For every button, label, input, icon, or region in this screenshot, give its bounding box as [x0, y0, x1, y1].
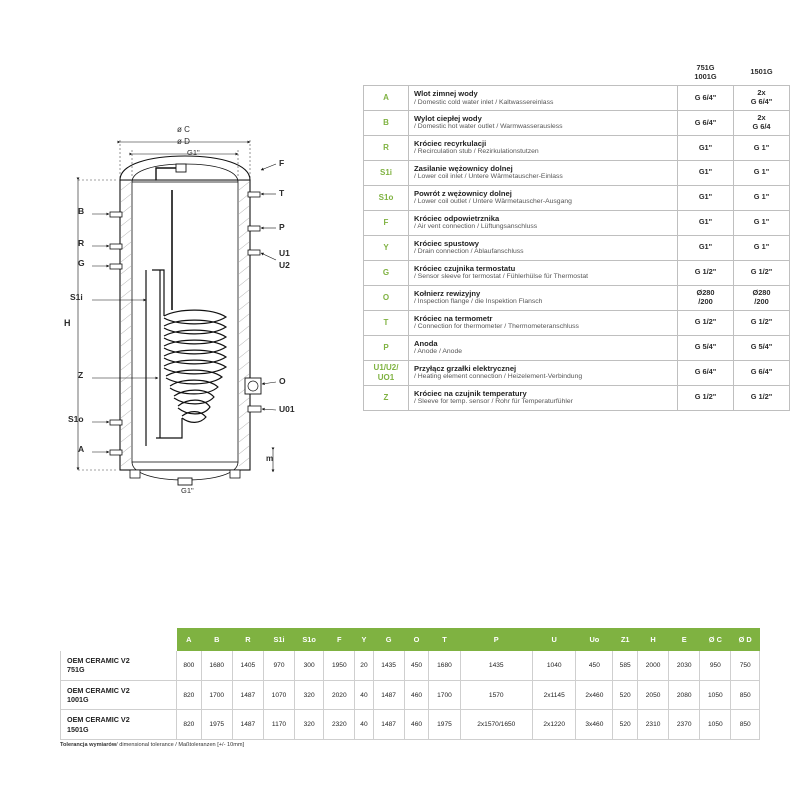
legend-desc-sub: / Domestic hot water outlet / Warmwasserausless [414, 123, 563, 131]
spec-cell-G: 1487 [373, 710, 404, 740]
legend-row [364, 360, 790, 385]
legend-value-col1-a: Ø280 [696, 287, 715, 297]
legend-value-col2-b: /200 [754, 296, 769, 306]
port-label-UO1: U01 [279, 404, 295, 414]
spec-header-S1i: S1i [263, 629, 294, 651]
legend-header-row [364, 62, 790, 86]
legend-symbol: B [364, 111, 409, 136]
tank-technical-drawing [60, 120, 360, 520]
spec-cell-O: 460 [404, 710, 429, 740]
legend-desc-pl: Przyłącz grzałki elektrycznej [414, 363, 517, 373]
legend-header-blank-desc [409, 62, 678, 86]
port-label-O: O [279, 376, 286, 386]
spec-header-OD: Ø D [731, 629, 760, 651]
spec-cell-S1o: 320 [295, 710, 324, 740]
legend-symbol: S1i [364, 160, 409, 185]
port-label-S1i: S1i [70, 292, 83, 302]
spec-header-OC: Ø C [700, 629, 731, 651]
spec-cell-Uo: 3x460 [576, 710, 613, 740]
legend-value-col2-a: 2x [757, 113, 766, 123]
spec-cell-Y: 20 [355, 651, 373, 681]
legend-row [364, 86, 790, 111]
legend-description [409, 210, 678, 235]
spec-cell-R: 1487 [232, 710, 263, 740]
legend-symbol: Y [364, 235, 409, 260]
legend-symbol [364, 360, 409, 385]
legend-value-col1: G 1/2" [678, 260, 734, 285]
spec-cell-B: 1680 [201, 651, 232, 681]
dim-label-E: m [266, 454, 274, 463]
spec-cell-G: 1435 [373, 651, 404, 681]
legend-description [409, 360, 678, 385]
spec-cell-OC: 1050 [700, 710, 731, 740]
legend-desc-pl: Zasilanie wężownicy dolnej [414, 163, 513, 173]
legend-desc-sub: / Lower coil inlet / Untere Wärmetauscher-Einlass [414, 173, 563, 181]
legend-desc-pl: Wylot ciepłej wody [414, 114, 482, 123]
spec-cell-U: 1040 [533, 651, 576, 681]
legend-desc-sub: / Air vent connection / Lüftungsanschluss [414, 223, 538, 231]
legend-desc-pl: Wlot zimnej wody [414, 89, 478, 99]
legend-row [364, 260, 790, 285]
spec-row-name-line1: OEM CERAMIC V2 [67, 715, 130, 725]
connections-legend-table [363, 62, 790, 411]
legend-value-col1: G 1/2" [678, 385, 734, 410]
legend-symbol: A [364, 86, 409, 111]
legend-header-col1 [678, 62, 734, 86]
spec-row-name-line1: OEM CERAMIC V2 [67, 656, 130, 665]
spec-cell-R: 1487 [232, 680, 263, 710]
legend-desc-pl: Króciec spustowy [414, 238, 479, 248]
legend-value-col2-b: G 6/4 [752, 121, 771, 131]
legend-symbol: P [364, 335, 409, 360]
table-row [61, 710, 760, 740]
legend-header-blank-sym [364, 62, 409, 86]
legend-description [409, 235, 678, 260]
spec-cell-U: 2x1145 [533, 680, 576, 710]
spec-row-name-line2: 1501G [67, 724, 89, 734]
legend-description [409, 310, 678, 335]
legend-value-col1: G1" [678, 185, 734, 210]
legend-desc-sub: / Drain connection / Ablaufanschluss [414, 248, 524, 256]
spec-cell-S1o: 320 [295, 680, 324, 710]
legend-description [409, 111, 678, 136]
spec-cell-E: 2080 [669, 680, 700, 710]
spec-row-name-line2: 1001G [67, 695, 89, 705]
spec-cell-OC: 950 [700, 651, 731, 681]
spec-cell-OD: 850 [731, 680, 760, 710]
spec-cell-F: 2320 [324, 710, 355, 740]
spec-row-name-line2: 751G [67, 665, 85, 675]
legend-value-col2: G 5/4" [734, 335, 790, 360]
spec-cell-T: 1680 [429, 651, 460, 681]
legend-row [364, 235, 790, 260]
legend-header-col2-label: 1501G [750, 67, 773, 77]
spec-cell-Z1: 520 [613, 710, 638, 740]
legend-value-col2 [734, 86, 790, 111]
legend-row [364, 385, 790, 410]
legend-symbol-line2: UO1 [377, 372, 395, 382]
spec-header-H: H [638, 629, 669, 651]
spec-cell-S1i: 1170 [263, 710, 294, 740]
legend-value-col2: G 1/2" [734, 260, 790, 285]
port-label-B: B [78, 206, 85, 216]
dim-label-oC: ø C [177, 125, 190, 134]
tolerance-note-rest: / dimensional tolerance / Maßtoleranzen [+/- 10mm] [116, 742, 245, 748]
legend-symbol: S1o [364, 185, 409, 210]
spec-cell-R: 1405 [232, 651, 263, 681]
legend-description [409, 86, 678, 111]
dim-label-oD: ø D [177, 137, 190, 146]
legend-value-col2: G 1" [734, 160, 790, 185]
legend-symbol: O [364, 285, 409, 310]
legend-desc-sub: / Inspection flange / die Inspektion Flansch [414, 298, 543, 306]
legend-value-col2: G 1" [734, 235, 790, 260]
legend-desc-pl: Króciec na termometr [414, 313, 493, 323]
spec-cell-O: 450 [404, 651, 429, 681]
spec-cell-P: 2x1570/1650 [460, 710, 532, 740]
legend-symbol-line1: U1/U2/ [373, 363, 399, 373]
legend-desc-sub: / Anode / Anode [414, 348, 462, 356]
spec-cell-P: 1570 [460, 680, 532, 710]
legend-desc-pl: Anoda [414, 338, 438, 348]
spec-header-P: P [460, 629, 532, 651]
legend-value-col1: G1" [678, 160, 734, 185]
spec-header-U: U [533, 629, 576, 651]
spec-cell-P: 1435 [460, 651, 532, 681]
legend-value-col2: G 6/4" [734, 360, 790, 385]
legend-desc-pl: Powrót z wężownicy dolnej [414, 188, 512, 198]
spec-header-blank [61, 629, 177, 651]
legend-value-col2: G 1" [734, 210, 790, 235]
legend-desc-sub: / Domestic cold water inlet / Kaltwassereinlass [414, 98, 554, 106]
port-label-F: F [279, 158, 285, 168]
port-label-U1: U1 [279, 248, 290, 258]
spec-header-T: T [429, 629, 460, 651]
spec-cell-Y: 40 [355, 680, 373, 710]
port-label-P: P [279, 222, 285, 232]
spec-header-F: F [324, 629, 355, 651]
spec-cell-Y: 40 [355, 710, 373, 740]
spec-header-row [61, 629, 760, 651]
spec-header-B: B [201, 629, 232, 651]
legend-header-col2 [734, 62, 790, 86]
spec-cell-F: 1950 [324, 651, 355, 681]
spec-header-A: A [177, 629, 202, 651]
legend-description [409, 385, 678, 410]
port-label-g1-top: G1" [187, 148, 200, 157]
legend-description [409, 160, 678, 185]
spec-cell-A: 820 [177, 710, 202, 740]
legend-row [364, 160, 790, 185]
spec-cell-Z1: 520 [613, 680, 638, 710]
legend-value-col2: G 1" [734, 135, 790, 160]
legend-description [409, 135, 678, 160]
spec-row-name [61, 651, 177, 681]
legend-symbol: T [364, 310, 409, 335]
spec-cell-A: 800 [177, 651, 202, 681]
port-label-R: R [78, 238, 85, 248]
port-label-A: A [78, 444, 85, 454]
spec-header-S1o: S1o [295, 629, 324, 651]
legend-desc-pl: Króciec recyrkulacji [414, 138, 487, 148]
legend-header-col1-line2: 1001G [694, 71, 717, 81]
legend-description [409, 335, 678, 360]
legend-symbol: R [364, 135, 409, 160]
legend-symbol: F [364, 210, 409, 235]
spec-cell-Uo: 450 [576, 651, 613, 681]
legend-row [364, 135, 790, 160]
legend-value-col2 [734, 285, 790, 310]
legend-row [364, 111, 790, 136]
legend-row [364, 185, 790, 210]
table-row [61, 680, 760, 710]
spec-cell-H: 2000 [638, 651, 669, 681]
spec-cell-Uo: 2x460 [576, 680, 613, 710]
legend-description [409, 260, 678, 285]
legend-value-col1: G 6/4" [678, 86, 734, 111]
spec-header-O: O [404, 629, 429, 651]
legend-row [364, 335, 790, 360]
dim-label-H: H [64, 318, 71, 328]
legend-row [364, 310, 790, 335]
legend-header-col1-line1: 751G [696, 63, 715, 72]
spec-cell-H: 2310 [638, 710, 669, 740]
legend-description [409, 185, 678, 210]
legend-desc-sub: / Sensor sleeve for termostat / Fühlerhülse für Thermostat [414, 273, 589, 281]
legend-value-col2-a: 2x [757, 88, 766, 98]
legend-value-col1: G 6/4" [678, 111, 734, 136]
spec-cell-OD: 850 [731, 710, 760, 740]
legend-value-col1-b: /200 [698, 296, 713, 306]
legend-desc-sub: / Heating element connection / Heizelement-Verbindung [414, 373, 583, 381]
dimensions-spec-table [60, 628, 760, 740]
spec-cell-OD: 750 [731, 651, 760, 681]
spec-header-Uo: Uo [576, 629, 613, 651]
legend-value-col2: G 1/2" [734, 385, 790, 410]
spec-cell-S1o: 300 [295, 651, 324, 681]
legend-value-col1 [678, 285, 734, 310]
port-label-S1o: S1o [68, 414, 84, 424]
spec-cell-S1i: 970 [263, 651, 294, 681]
spec-cell-H: 2050 [638, 680, 669, 710]
legend-value-col1: G 6/4" [678, 360, 734, 385]
port-label-T: T [279, 188, 285, 198]
legend-value-col1: G1" [678, 210, 734, 235]
legend-value-col2-a: Ø280 [752, 287, 771, 297]
legend-desc-sub: / Recirculation stub / Rezirkulationstutzen [414, 148, 539, 156]
port-label-U2: U2 [279, 260, 290, 270]
table-row [61, 651, 760, 681]
legend-value-col2: G 1/2" [734, 310, 790, 335]
port-label-Z: Z [78, 370, 84, 380]
spec-cell-E: 2370 [669, 710, 700, 740]
tolerance-note-bold: Tolerancja wymiarów [60, 742, 117, 748]
spec-cell-Z1: 585 [613, 651, 638, 681]
spec-header-R: R [232, 629, 263, 651]
spec-cell-T: 1700 [429, 680, 460, 710]
spec-row-name-line1: OEM CERAMIC V2 [67, 685, 130, 695]
spec-header-E: E [669, 629, 700, 651]
tolerance-note [60, 742, 244, 748]
spec-header-Y: Y [355, 629, 373, 651]
legend-value-col2: G 1" [734, 185, 790, 210]
spec-cell-B: 1700 [201, 680, 232, 710]
legend-desc-sub: / Connection for thermometer / Thermometeranschluss [414, 323, 579, 331]
spec-cell-S1i: 1070 [263, 680, 294, 710]
legend-value-col1: G 5/4" [678, 335, 734, 360]
legend-desc-sub: / Lower coil outlet / Untere Wärmetauscher-Ausgang [414, 198, 572, 206]
legend-desc-pl: Kołnierz rewizyjny [414, 288, 481, 298]
legend-value-col1: G1" [678, 235, 734, 260]
spec-header-G: G [373, 629, 404, 651]
spec-cell-B: 1975 [201, 710, 232, 740]
spec-cell-E: 2030 [669, 651, 700, 681]
legend-row [364, 210, 790, 235]
legend-value-col1: G1" [678, 135, 734, 160]
spec-header-Z1: Z1 [613, 629, 638, 651]
spec-cell-F: 2020 [324, 680, 355, 710]
spec-row-name [61, 710, 177, 740]
legend-value-col1: G 1/2" [678, 310, 734, 335]
legend-desc-pl: Króciec czujnika termostatu [414, 263, 516, 273]
legend-symbol: G [364, 260, 409, 285]
spec-row-name [61, 680, 177, 710]
legend-symbol: Z [364, 385, 409, 410]
legend-value-col2 [734, 111, 790, 136]
legend-description [409, 285, 678, 310]
spec-cell-A: 820 [177, 680, 202, 710]
port-label-g1-bottom: G1" [181, 486, 194, 495]
spec-cell-O: 460 [404, 680, 429, 710]
port-label-G: G [78, 258, 85, 268]
legend-value-col2-b: G 6/4" [750, 97, 773, 107]
legend-desc-pl: Króciec odpowietrznika [414, 213, 500, 223]
legend-desc-sub: / Sleeve for temp. sensor / Rohr für Temperaturfühler [414, 398, 573, 406]
spec-cell-T: 1975 [429, 710, 460, 740]
spec-cell-G: 1487 [373, 680, 404, 710]
spec-cell-OC: 1050 [700, 680, 731, 710]
spec-cell-U: 2x1220 [533, 710, 576, 740]
legend-desc-pl: Króciec na czujnik temperatury [414, 388, 527, 398]
legend-row [364, 285, 790, 310]
